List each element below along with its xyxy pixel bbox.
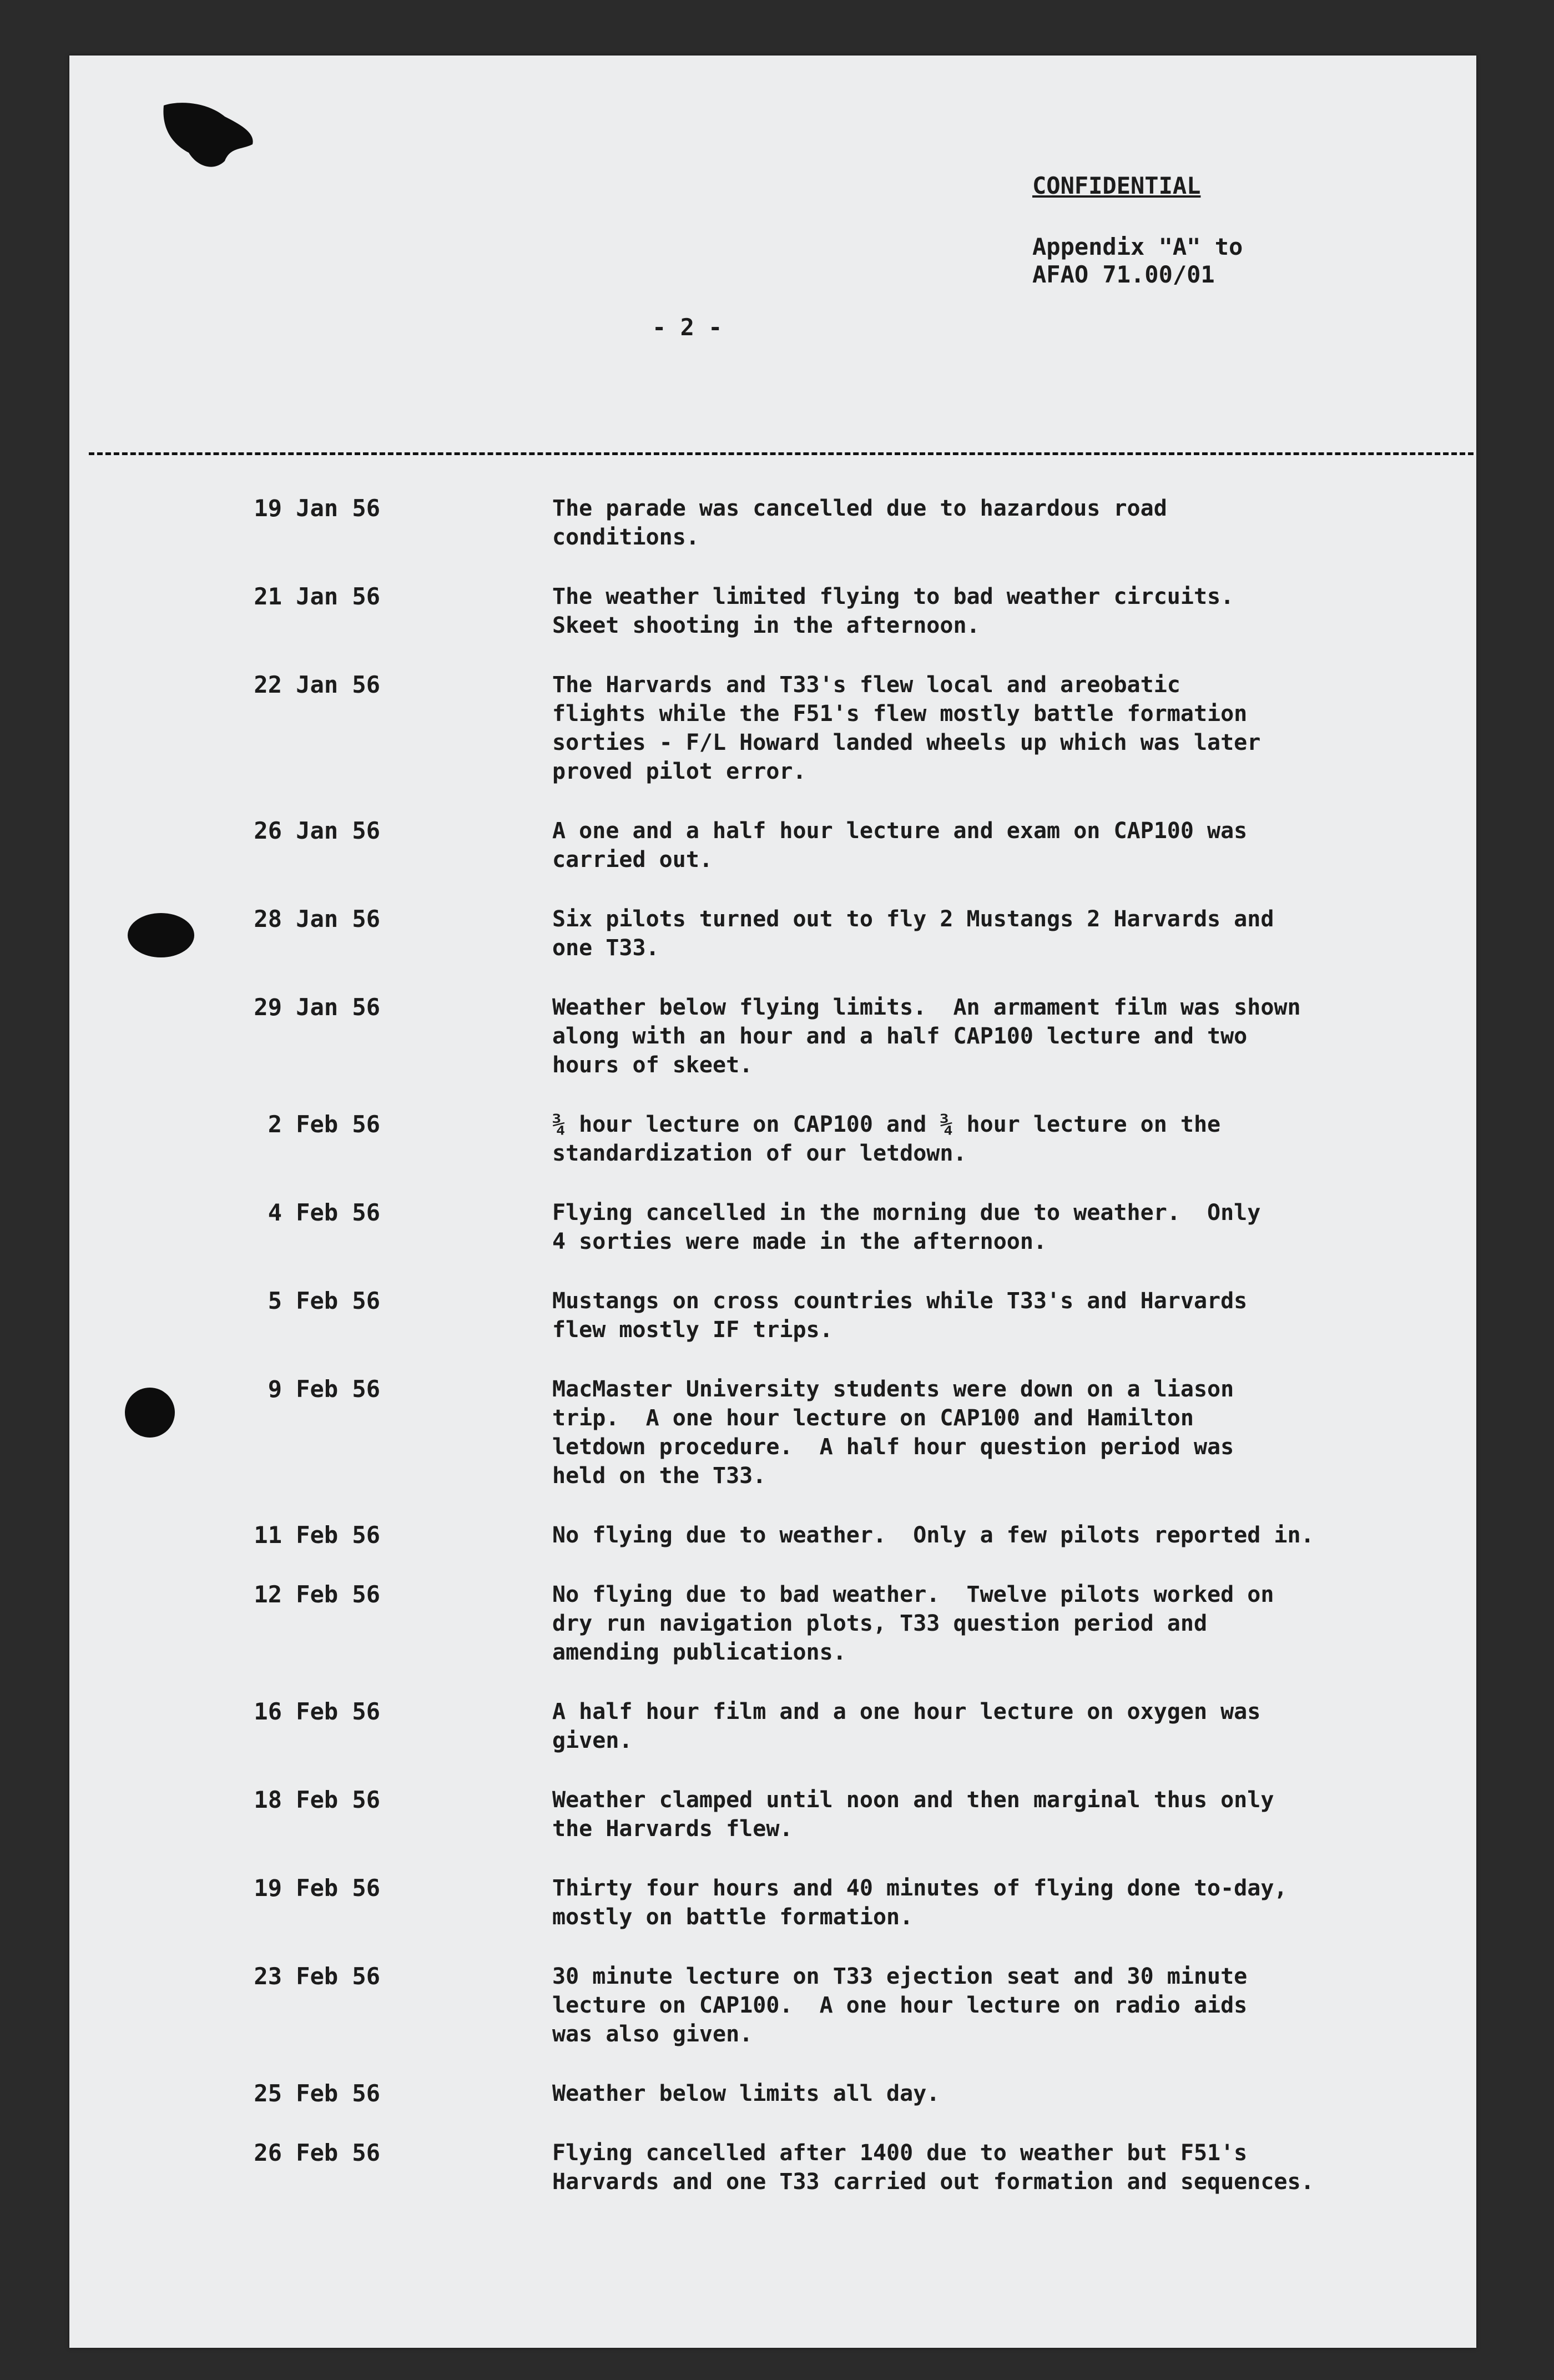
log-entry [69, 1697, 1476, 1755]
entry-date: 21 Jan 56 [254, 583, 380, 610]
entry-text: The Harvards and T33's flew local and areobatic flights while the F51's flew mostly battle formation sorties - F/L Howard landed wheels up which was later proved pilot error. [552, 672, 1261, 784]
entry-date: 19 Feb 56 [254, 1874, 380, 1902]
entry-date: 19 Jan 56 [254, 495, 380, 522]
entry-text: Weather below flying limits. An armament film was shown along with an hour and a half CAP100 lecture and two hours of skeet. [552, 995, 1301, 1078]
entry-text: The weather limited flying to bad weather circuits. Skeet shooting in the afternoon. [552, 584, 1234, 638]
log-entry [69, 1874, 1476, 1932]
entry-text: Flying cancelled after 1400 due to weather but F51's Harvards and one T33 carried out formation and sequences. [552, 2140, 1314, 2195]
log-entry [69, 1786, 1476, 1843]
entry-text: 30 minute lecture on T33 ejection seat and 30 minute lecture on CAP100. A one hour lecture on radio aids was also given. [552, 1964, 1248, 2047]
header-block [1032, 172, 1243, 289]
appendix-line-2: AFAO 71.00/01 [1032, 261, 1215, 288]
log-entry [69, 1110, 1476, 1168]
entry-text: Weather clamped until noon and then marginal thus only the Harvards flew. [552, 1787, 1274, 1842]
entry-date: 16 Feb 56 [254, 1698, 380, 1725]
log-entries [69, 494, 1476, 2227]
entry-text: Thirty four hours and 40 minutes of flying done to-day, mostly on battle formation. [552, 1875, 1288, 1930]
log-entry [69, 2079, 1476, 2108]
entry-text: MacMaster University students were down on a liason trip. A one hour lecture on CAP100 and Hamilton letdown procedure. A half hour question period was held on the T33. [552, 1376, 1234, 1489]
entry-text: No flying due to bad weather. Twelve pilots worked on dry run navigation plots, T33 question period and amending publications. [552, 1582, 1274, 1665]
entry-date: 23 Feb 56 [254, 1963, 380, 1990]
entry-text: The parade was cancelled due to hazardous road conditions. [552, 496, 1167, 550]
classification-label: CONFIDENTIAL [1032, 172, 1201, 199]
ink-blot-corner [158, 100, 258, 183]
entry-date: 22 Jan 56 [254, 671, 380, 698]
header-divider [89, 452, 1474, 455]
entry-text: A half hour film and a one hour lecture on oxygen was given. [552, 1699, 1261, 1753]
log-entry [69, 1287, 1476, 1344]
page-number: - 2 - [652, 314, 723, 341]
entry-date: 29 Jan 56 [254, 994, 380, 1021]
entry-date: 18 Feb 56 [254, 1786, 380, 1813]
appendix-line-1: Appendix "A" to [1032, 233, 1243, 260]
entry-date: 4 Feb 56 [268, 1199, 380, 1226]
entry-date: 26 Feb 56 [254, 2139, 380, 2166]
log-entry [69, 670, 1476, 786]
log-entry [69, 582, 1476, 640]
entry-text: Weather below limits all day. [552, 2081, 940, 2106]
entry-text: Flying cancelled in the morning due to weather. Only 4 sorties were made in the afternoon. [552, 1200, 1261, 1254]
log-entry [69, 1198, 1476, 1256]
log-entry [69, 494, 1476, 552]
entry-text: Six pilots turned out to fly 2 Mustangs 2 Harvards and one T33. [552, 906, 1274, 961]
entry-date: 5 Feb 56 [268, 1287, 380, 1314]
entry-date: 26 Jan 56 [254, 817, 380, 844]
entry-text: A one and a half hour lecture and exam on CAP100 was carried out. [552, 818, 1248, 873]
log-entry [69, 905, 1476, 962]
log-entry [69, 1375, 1476, 1490]
entry-date: 11 Feb 56 [254, 1521, 380, 1549]
log-entry [69, 816, 1476, 874]
entry-date: 25 Feb 56 [254, 2080, 380, 2107]
entry-date: 12 Feb 56 [254, 1581, 380, 1608]
document-page [69, 56, 1476, 2348]
log-entry [69, 993, 1476, 1080]
entry-text: Mustangs on cross countries while T33's and Harvards flew mostly IF trips. [552, 1288, 1248, 1343]
entry-date: 28 Jan 56 [254, 905, 380, 932]
entry-date: 9 Feb 56 [268, 1375, 380, 1403]
entry-text: No flying due to weather. Only a few pilots reported in. [552, 1522, 1314, 1548]
log-entry [69, 1580, 1476, 1667]
log-entry [69, 2139, 1476, 2196]
log-entry [69, 1962, 1476, 2049]
log-entry [69, 1521, 1476, 1550]
entry-text: ¾ hour lecture on CAP100 and ¾ hour lecture on the standardization of our letdown. [552, 1112, 1221, 1166]
entry-date: 2 Feb 56 [268, 1111, 380, 1138]
